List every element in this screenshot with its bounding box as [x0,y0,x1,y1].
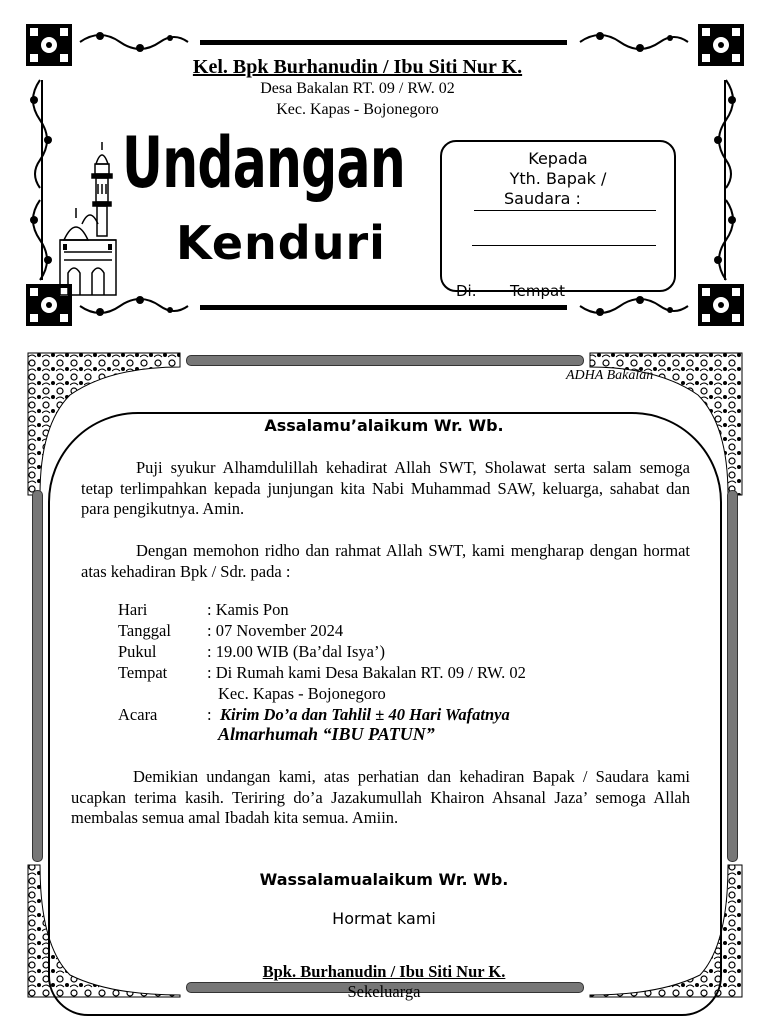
detail-acara-label: Acara [118,705,158,724]
address-line-1: Desa Bakalan RT. 09 / RW. 02 [260,80,455,97]
detail-acara-colon: : [207,705,212,724]
detail-tanggal-value: : 07 November 2024 [207,621,344,640]
paragraph-opening: Puji syukur Alhamdulillah kehadirat Allah SWT, Sholawat serta salam semoga tetap terlimpahkan kepada junjungan kita Nabi Muhammad SAW, keluarga, sahabat dan para pengikutnya. Amin. [81,458,690,518]
letter-right-bar [727,490,738,862]
detail-acara-value-line2: Almarhumah “IBU PATUN” [218,724,435,744]
greeting-open: Assalamu’alaikum Wr. Wb. [264,416,504,435]
signature-family: Sekeluarga [347,982,421,1001]
detail-pukul-label: Pukul [118,642,157,661]
regards-text: Hormat kami [332,909,436,928]
detail-hari-value: : Kamis Pon [207,600,289,619]
recipient-kepada-label: Kepada [528,149,588,168]
paragraph-closing: Demikian undangan kami, atas perhatian dan kehadiran Bapak / Saudara kami ucapkan terima kasih. Teriring do’a Jazakumullah Khairon Ahsanal Jaza’ semoga Allah membalas semua amal Ibadah kita semua. Amiin. [71,767,690,827]
detail-tempat-label: Tempat [118,663,168,682]
recipient-di-label: Di. [456,282,477,300]
letter-left-bar [32,490,43,862]
watermark-text: ADHA Bakalan [566,368,654,383]
detail-tempat-value-line2: Kec. Kapas - Bojonegoro [218,684,386,703]
greeting-close: Wassalamualaikum Wr. Wb. [259,870,509,889]
address-line-2: Kec. Kapas - Bojonegoro [276,101,439,118]
signature-name: Bpk. Burhanudin / Ibu Siti Nur K. [262,962,506,981]
recipient-tempat-label: Tempat [510,282,566,300]
detail-pukul-value: : 19.00 WIB (Ba’dal Isya’) [207,642,385,661]
detail-tempat-value: : Di Rumah kami Desa Bakalan RT. 09 / RW. 02 [207,663,526,682]
invitation-envelope-card [0,0,768,335]
recipient-name-line [474,210,656,211]
detail-acara-value: Kirim Do’a dan Tahlil ± 40 Hari Wafatnya [220,705,510,724]
recipient-saudara-label: Saudara : [504,189,581,208]
detail-hari-label: Hari [118,600,148,619]
title-undangan: Undangan [122,122,405,204]
recipient-yth-label: Yth. Bapak / [509,169,607,188]
recipient-address-line [472,245,656,246]
mosque-icon [58,140,120,298]
title-kenduri: Kenduri [176,216,386,270]
letter-top-bar [186,355,584,366]
paragraph-request: Dengan memohon ridho dan rahmat Allah SWT, kami mengharap dengan hormat atas kehadiran Bpk / Sdr. pada : [81,541,690,581]
family-name-heading: Kel. Bpk Burhanudin / Ibu Siti Nur K. [192,56,523,78]
detail-tanggal-label: Tanggal [118,621,171,640]
